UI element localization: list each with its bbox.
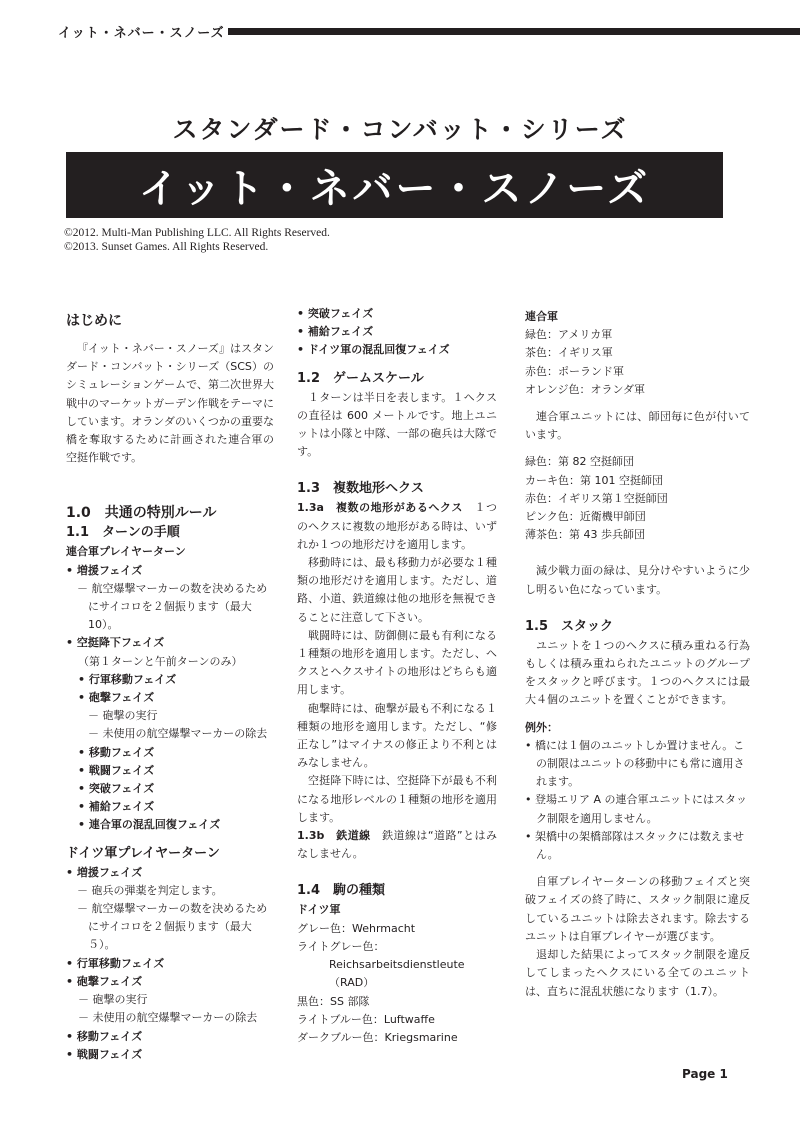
list-item: － 航空爆撃マーカーの数を決めるためにサイコロを２個振ります（最大 10）。 bbox=[77, 581, 268, 632]
intro-paragraph: 『イット・ネバー・スノーズ』はスタンダード・コンバット・シリーズ（SCS）のシミュレーションゲームで、第二次世界大戦中のマーケットガーデン作戦をテーマにしています。オランダのいくつかの重要な橋を奪取するために計画された連合軍の空挺作戦です。 bbox=[66, 342, 274, 465]
section-1-3b-text bbox=[297, 827, 497, 863]
list-item: • 戦闘フェイズ bbox=[78, 763, 155, 777]
section-1-4-heading: 1.4 駒の種類 bbox=[297, 883, 386, 899]
list-item: 赤色：ポーランド軍 bbox=[525, 364, 624, 378]
list-item: Reichsarbeitsdienstleute（RAD） bbox=[329, 958, 465, 990]
list-item: • 突破フェイズ bbox=[78, 782, 155, 796]
section-1-3-heading: 1.3 複数地形ヘクス bbox=[297, 481, 424, 497]
section-1-3b-body: 鉄道線は“道路”とはみなしません。 bbox=[297, 829, 497, 861]
list-item: • 空挺降下フェイズ bbox=[66, 636, 165, 650]
list-item: • 補給フェイズ bbox=[78, 800, 155, 814]
section-1-5-paragraph: 自軍プレイヤーターンの移動フェイズと突破フェイズの終了時に、スタック制限に違反しているユニットは除去されます。除去するユニットは自軍プレイヤーが選びます。 bbox=[525, 875, 750, 943]
list-item: 赤色：イギリス第１空挺師団 bbox=[525, 491, 668, 505]
section-1-5-text: ユニットを１つのヘクスに積み重ねる行為もしくは積み重ねられたユニットのグループをスタックと呼びます。１つのヘクスには最大４個のユニットを置くことができます。 bbox=[525, 638, 750, 707]
game-title: イット・ネバー・スノーズ bbox=[138, 164, 651, 212]
list-item: カーキ色：第 101 空挺師団 bbox=[525, 473, 663, 487]
german-color-list bbox=[297, 920, 497, 1047]
list-item: • 連合軍の混乱回復フェイズ bbox=[78, 818, 221, 832]
list-item: • 砲撃フェイズ bbox=[66, 974, 143, 988]
list-item: • 増援フェイズ bbox=[66, 865, 143, 879]
list-item: － 砲撃の実行 bbox=[88, 709, 158, 723]
column-3 bbox=[525, 308, 750, 1001]
list-item: 黒色：SS 部隊 bbox=[297, 994, 370, 1008]
title-banner bbox=[66, 152, 723, 218]
section-1-2-text: １ターンは半日を表します。１ヘクスの直径は 600 メートルです。地上ユニットは小隊と中隊、一部の砲兵は大隊です。 bbox=[297, 390, 497, 459]
list-item: － 未使用の航空爆撃マーカーの除去 bbox=[88, 727, 268, 741]
list-item: 緑色：第 82 空挺師団 bbox=[525, 455, 634, 469]
list-item: ダークブルー色：Kriegsmarine bbox=[297, 1030, 458, 1044]
list-item: • 移動フェイズ bbox=[66, 1029, 143, 1043]
reduced-note: 減少戦力面の緑は、見分けやすいように少し明るい色になっています。 bbox=[525, 564, 750, 596]
section-1-3a-label: 1.3a 複数の地形があるヘクス bbox=[297, 501, 463, 515]
column-2 bbox=[297, 305, 497, 1047]
header-rule bbox=[228, 28, 800, 35]
exception-list bbox=[525, 737, 750, 864]
allied-turn-heading: 連合軍プレイヤーターン bbox=[66, 545, 186, 559]
column-1 bbox=[66, 311, 274, 1064]
section-1-1-heading: 1.1 ターンの手順 bbox=[66, 525, 180, 541]
list-item: － 航空爆撃マーカーの数を決めるためにサイコロを２個振ります（最大５）。 bbox=[77, 902, 268, 952]
german-turn-heading: ドイツ軍プレイヤーターン bbox=[66, 845, 220, 861]
running-header: イット・ネバー・スノーズ bbox=[58, 26, 225, 41]
list-item: 緑色：アメリカ軍 bbox=[525, 328, 613, 342]
division-note: 連合軍ユニットには、師団毎に色が付いています。 bbox=[525, 410, 750, 442]
list-item: － 砲兵の弾薬を判定します。 bbox=[77, 883, 223, 897]
list-item: ライトブルー色：Luftwaffe bbox=[297, 1012, 435, 1026]
phase-list bbox=[297, 305, 497, 360]
list-item: － 未使用の航空爆撃マーカーの除去 bbox=[78, 1011, 258, 1025]
list-item: ライトグレー色： bbox=[297, 939, 385, 953]
section-1-3a-text bbox=[297, 499, 497, 554]
section-1-3-paragraph: 移動時には、最も移動力が必要な１種類の地形だけを適用します。ただし、道路、小道、鉄道線は他の地形を無視できることに注意して下さい。 bbox=[297, 556, 497, 624]
list-item: • 行軍移動フェイズ bbox=[78, 672, 177, 686]
list-item: • 戦闘フェイズ bbox=[66, 1047, 143, 1061]
exceptions-heading: 例外： bbox=[525, 720, 558, 734]
list-item: • 橋には１個のユニットしか置けません。この制限はユニットの移動中にも常に適用されます。 bbox=[525, 738, 745, 789]
section-1-5-paragraph: 退却した結果によってスタック制限を違反してしまったヘクスにいる全てのユニットは、直ちに混乱状態になります（1.7）。 bbox=[525, 948, 750, 998]
section-1-5-heading: 1.5 スタック bbox=[525, 618, 614, 634]
copyright-line: ©2012. Multi-Man Publishing LLC. All Rights Reserved. bbox=[64, 227, 330, 239]
section-1-3-paragraph: 戦闘時には、防御側に最も有利になる１種類の地形を適用します。ただし、ヘクスとヘクスサイトの地形はどちらも適用します。 bbox=[297, 628, 497, 697]
allied-units-heading: 連合軍 bbox=[525, 310, 558, 323]
copyright-line: ©2013. Sunset Games. All Rights Reserved. bbox=[64, 241, 269, 253]
list-item: ピンク色：近衛機甲師団 bbox=[525, 510, 646, 524]
section-1-0-heading: 1.0 共通の特別ルール bbox=[66, 505, 217, 522]
allied-color-list bbox=[525, 326, 750, 399]
list-item: • ドイツ軍の混乱回復フェイズ bbox=[297, 343, 450, 357]
list-item: • 補給フェイズ bbox=[297, 325, 374, 339]
list-item: － 砲撃の実行 bbox=[78, 993, 148, 1007]
allied-turn-list bbox=[66, 562, 274, 835]
section-1-3a-body: １つのヘクスに複数の地形がある時は、いずれか１つの地形だけを適用します。 bbox=[297, 501, 497, 551]
list-item: • 突破フェイズ bbox=[297, 307, 374, 320]
series-title: スタンダード・コンバット・シリーズ bbox=[172, 115, 628, 144]
section-1-3-paragraph: 空挺降下時には、空挺降下が最も不利になる地形レベルの１種類の地形を適用します。 bbox=[297, 774, 497, 824]
list-item: 薄茶色：第 43 歩兵師団 bbox=[525, 528, 645, 542]
german-turn-list bbox=[66, 864, 274, 1064]
list-item: • 登場エリア A の連合軍ユニットにはスタック制限を適用しません。 bbox=[525, 793, 748, 825]
list-item: • 架橋中の架橋部隊はスタックには数えません。 bbox=[525, 829, 744, 862]
list-item: • 増援フェイズ bbox=[66, 563, 143, 577]
list-item: オレンジ色：オランダ軍 bbox=[525, 382, 646, 396]
division-color-list bbox=[525, 453, 750, 544]
section-1-2-heading: 1.2 ゲームスケール bbox=[297, 370, 424, 386]
list-item: （第１ターンと午前ターンのみ） bbox=[78, 654, 243, 668]
list-item: • 移動フェイズ bbox=[78, 745, 155, 759]
page-number: Page 1 bbox=[682, 1067, 728, 1081]
list-item: 茶色：イギリス軍 bbox=[525, 346, 613, 360]
german-units-heading: ドイツ軍 bbox=[297, 903, 341, 917]
section-1-3-paragraph: 砲撃時には、砲撃が最も不利になる１種類の地形を適用します。ただし、“修正なし”はマイナスの修正より不利とはみなしません。 bbox=[297, 701, 497, 770]
list-item: グレー色：Wehrmacht bbox=[297, 921, 416, 935]
list-item: • 砲撃フェイズ bbox=[78, 691, 155, 705]
section-1-3b-label: 1.3b 鉄道線 bbox=[297, 829, 371, 843]
intro-heading: はじめに bbox=[66, 313, 122, 329]
list-item: • 行軍移動フェイズ bbox=[66, 956, 165, 970]
